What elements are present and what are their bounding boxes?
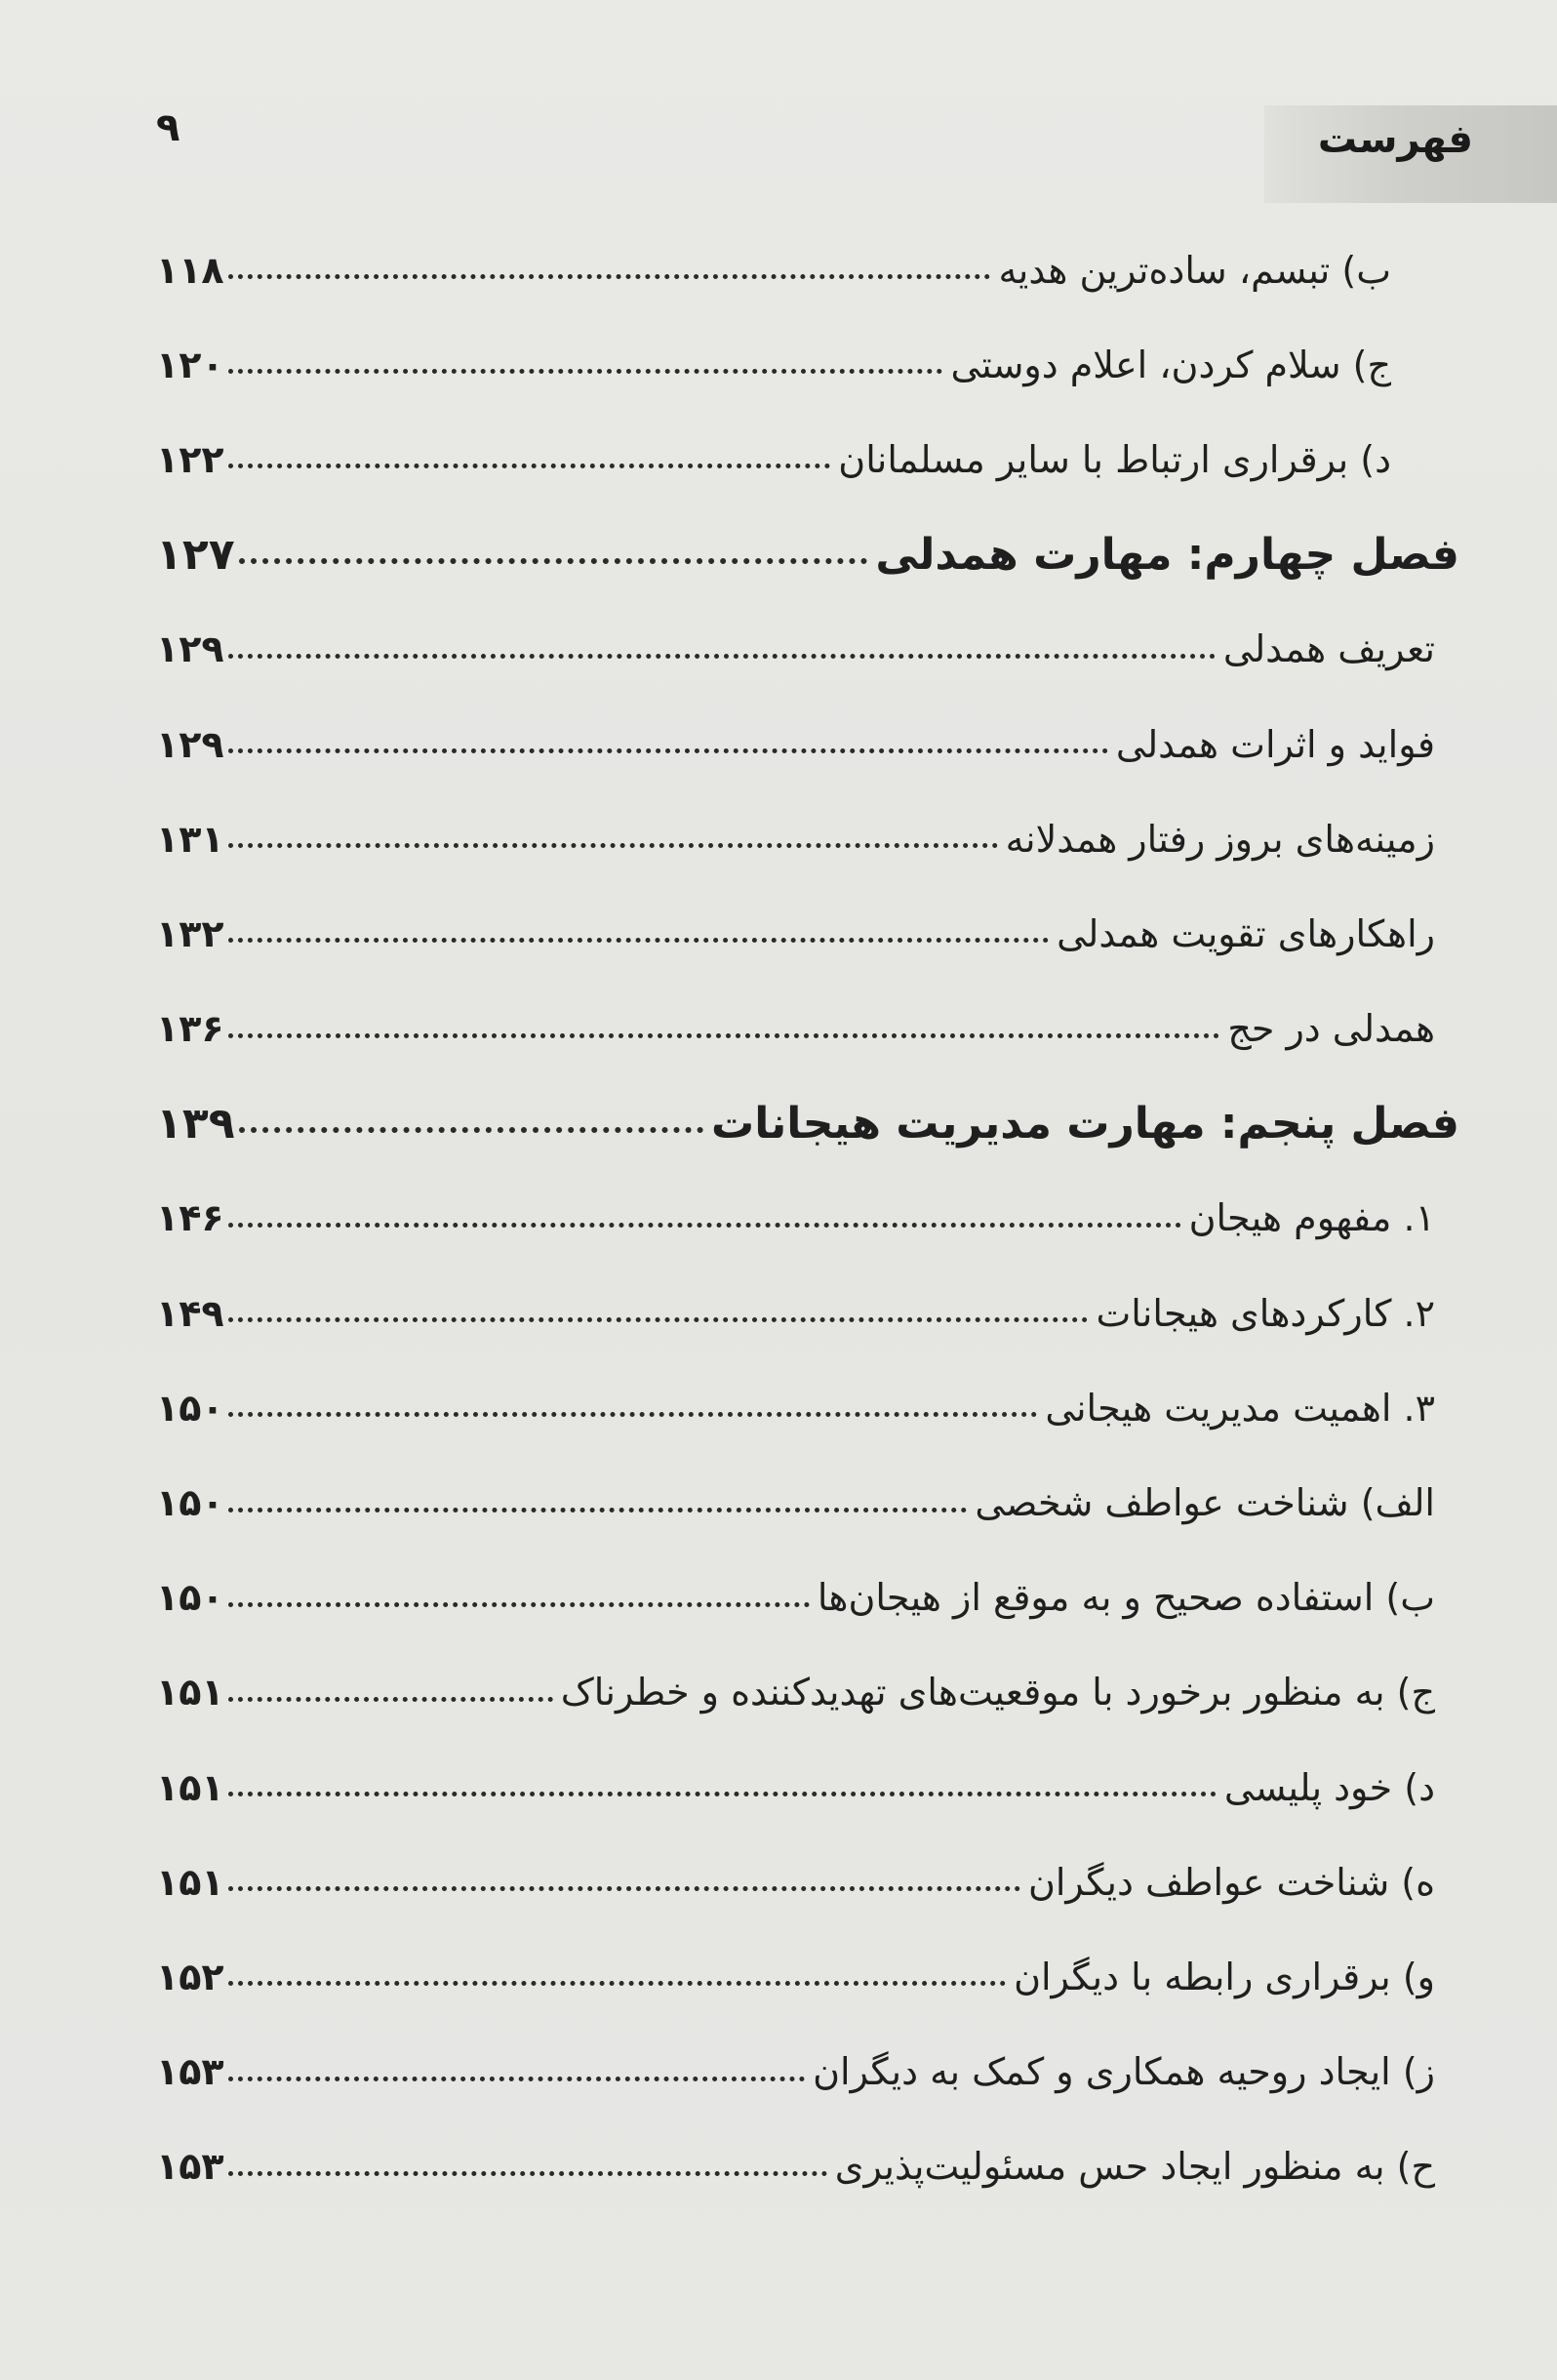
toc-entry xyxy=(0,1360,1557,1455)
toc-entry-title: ز) ایجاد روحیه همکاری و کمک به دیگران xyxy=(813,2050,1435,2094)
toc-entry-title: همدلی در حج xyxy=(1227,1007,1435,1051)
toc-entry xyxy=(0,1455,1557,1550)
dot-leader xyxy=(228,1033,1219,1038)
toc-entry-page: ۱۲۰ xyxy=(156,343,224,386)
toc-entry-page: ۱۱۸ xyxy=(156,248,224,292)
dot-leader xyxy=(228,2171,827,2176)
toc-entry xyxy=(0,1171,1557,1266)
toc-entry-title: ه) شناخت عواطف دیگران xyxy=(1027,1860,1435,1904)
dot-leader xyxy=(228,748,1108,753)
toc-entry-title: ۱. مفهوم هیجان xyxy=(1188,1196,1435,1240)
dot-leader xyxy=(228,1792,1217,1796)
dot-leader xyxy=(228,1317,1088,1322)
toc-entry-page: ۱۵۳ xyxy=(156,2050,224,2094)
toc-entry-title: ب) تبسم، ساده‌ترین هدیه xyxy=(998,248,1391,292)
toc-entry xyxy=(0,1551,1557,1645)
toc-chapter-entry xyxy=(0,1076,1557,1171)
dot-leader xyxy=(228,1981,1006,1986)
toc-entry-page: ۱۲۹ xyxy=(156,722,224,766)
toc-entry-page: ۱۳۱ xyxy=(156,817,224,861)
dot-leader xyxy=(239,1127,703,1133)
toc-entry-title: د) برقراری ارتباط با سایر مسلمانان xyxy=(838,437,1391,481)
toc-entry-page: ۱۵۱ xyxy=(156,1860,224,1904)
dot-leader xyxy=(228,843,998,848)
toc-entry-title: راهکارهای تقویت همدلی xyxy=(1057,911,1435,955)
toc-entry xyxy=(0,1929,1557,2024)
toc-chapter-entry xyxy=(0,507,1557,602)
toc-entry-page: ۱۲۹ xyxy=(156,627,224,671)
dot-leader xyxy=(228,654,1216,659)
toc-entry-title: زمینه‌های بروز رفتار همدلانه xyxy=(1005,817,1435,861)
dot-leader xyxy=(228,369,942,374)
toc-entry-title: تعریف همدلی xyxy=(1222,627,1435,671)
toc-entry-title: ۳. اهمیت مدیریت هیجانی xyxy=(1045,1386,1435,1430)
toc-entry xyxy=(0,2119,1557,2214)
toc-entry-page: ۱۵۰ xyxy=(156,1481,224,1525)
toc-entry xyxy=(0,1645,1557,1740)
table-of-contents xyxy=(0,222,1557,2214)
toc-entry-title: فواید و اثرات همدلی xyxy=(1115,722,1435,766)
page-title: فهرست xyxy=(1317,117,1473,162)
toc-entry-page: ۱۴۹ xyxy=(156,1291,224,1335)
dot-leader xyxy=(228,1697,553,1702)
dot-leader xyxy=(228,2077,805,2081)
dot-leader xyxy=(239,558,868,564)
toc-entry xyxy=(0,317,1557,412)
toc-entry-title: فصل پنجم: مهارت مدیریت هیجانات xyxy=(711,1098,1459,1149)
toc-entry-page: ۱۵۰ xyxy=(156,1576,224,1620)
toc-entry-page: ۱۵۲ xyxy=(156,1955,224,1998)
toc-entry-page: ۱۵۱ xyxy=(156,1671,224,1714)
toc-entry-page: ۱۲۷ xyxy=(156,529,235,580)
toc-entry xyxy=(0,1835,1557,1929)
toc-entry xyxy=(0,412,1557,506)
toc-entry-title: فصل چهارم: مهارت همدلی xyxy=(875,529,1459,580)
dot-leader xyxy=(228,1508,967,1513)
toc-entry-page: ۱۵۱ xyxy=(156,1765,224,1809)
dot-leader xyxy=(228,1602,810,1607)
dot-leader xyxy=(228,1412,1037,1417)
dot-leader xyxy=(228,274,990,279)
toc-entry-title: الف) شناخت عواطف شخصی xyxy=(975,1481,1435,1525)
toc-entry xyxy=(0,602,1557,697)
toc-entry xyxy=(0,1266,1557,1360)
toc-entry-title: ۲. کارکردهای هیجانات xyxy=(1096,1291,1435,1335)
toc-entry xyxy=(0,697,1557,791)
toc-entry-title: و) برقراری رابطه با دیگران xyxy=(1014,1955,1435,1998)
toc-entry xyxy=(0,2025,1557,2119)
toc-entry xyxy=(0,1740,1557,1835)
toc-entry-title: د) خود پلیسی xyxy=(1223,1765,1435,1809)
toc-entry-page: ۱۳۹ xyxy=(156,1098,235,1149)
toc-entry xyxy=(0,791,1557,886)
toc-entry-page: ۱۳۲ xyxy=(156,911,224,955)
toc-entry-title: ح) به منظور ایجاد حس مسئولیت‌پذیری xyxy=(834,2145,1435,2189)
page-number: ۹ xyxy=(156,105,180,150)
toc-entry-page: ۱۵۰ xyxy=(156,1386,224,1430)
toc-entry-page: ۱۴۶ xyxy=(156,1196,224,1240)
toc-entry-page: ۱۳۶ xyxy=(156,1007,224,1051)
toc-entry xyxy=(0,982,1557,1076)
toc-entry-page: ۱۲۲ xyxy=(156,437,224,481)
toc-entry xyxy=(0,222,1557,317)
dot-leader xyxy=(228,938,1049,943)
dot-leader xyxy=(228,1223,1181,1228)
dot-leader xyxy=(228,464,830,468)
toc-entry-title: ج) سلام کردن، اعلام دوستی xyxy=(950,343,1391,386)
toc-entry xyxy=(0,886,1557,981)
dot-leader xyxy=(228,1886,1020,1891)
toc-entry-title: ج) به منظور برخورد با موقعیت‌های تهدیدکننده و خطرناک xyxy=(560,1671,1435,1714)
toc-entry-page: ۱۵۳ xyxy=(156,2145,224,2189)
toc-entry-title: ب) استفاده صحیح و به موقع از هیجان‌ها xyxy=(817,1576,1435,1620)
